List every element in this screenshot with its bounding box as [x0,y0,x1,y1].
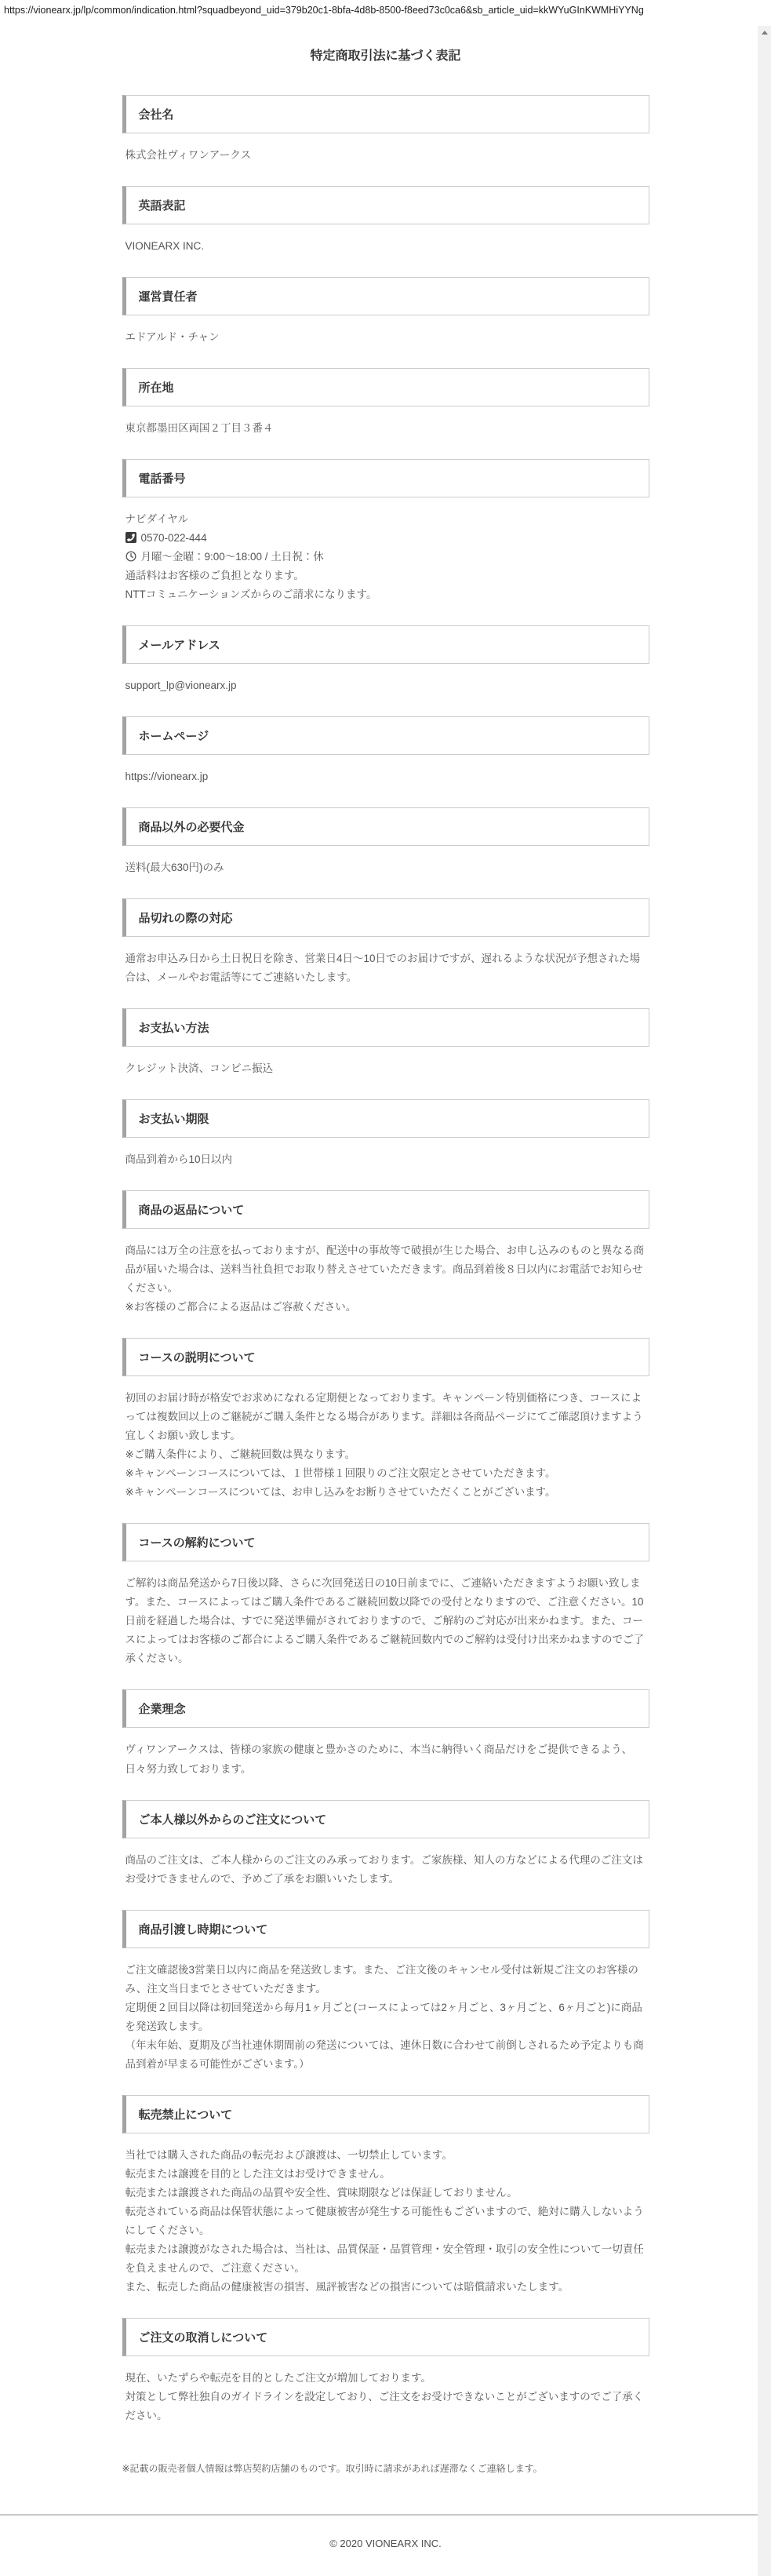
section-text-line [125,2240,646,2278]
line-text: ※ご購入条件により、ご継続回数は異なります。 [125,1448,356,1461]
section-heading-box [122,807,649,846]
section-text-line [125,548,646,567]
section-text-line [125,1464,646,1483]
section-heading: 所在地 [138,381,174,395]
section-text-line [125,237,646,256]
section-text-line [125,1574,646,1668]
line-text: （年末年始、夏期及び当社連休期間前の発送については、連休日数に合わせて前倒しされるため予定よりも商品到着が早まる可能性がございます。） [125,2039,644,2070]
section-text-line [125,1150,646,1169]
section-heading: 商品以外の必要代金 [138,821,245,835]
scroll-up-arrow[interactable] [758,26,771,39]
section-body [122,315,649,347]
section-heading-box [122,1523,649,1561]
line-text: 送料(最大630円)のみ [125,862,224,874]
section [122,1689,649,1778]
section-heading: お支払い方法 [138,1022,209,1036]
section-body [122,1138,649,1169]
section-heading: 英語表記 [138,199,186,213]
line-text: 通常お申込み日から土日祝日を除き、営業日4日～10日でのお届けですが、遅れるような状況が予想された場合は、メールやお電話等にてご連絡いたします。 [125,953,640,984]
section-heading: ご注文の取消しについて [138,2330,268,2345]
section-heading: ホームページ [138,730,209,744]
section [122,2318,649,2425]
section [122,1190,649,1317]
line-text: 0570-022-444 [140,532,207,545]
line-text: 商品のご注文は、ご本人様からのご注文のみ承っております。ご家族様、知人の方などによる代理のご注文はお受けできませんので、予めご了承をお願いいたします。 [125,1853,643,1885]
section-text-line [125,1851,646,1889]
line-text: 対策として弊社独自のガイドラインを設定しており、ご注文をお受けできないことがございますのでご了承ください。 [125,2390,644,2421]
line-text: ご注文確認後3営業日以内に商品を発送致します。また、ご注文後のキャンセル受付は新規ご注文のお客様のみ、注文当日までとさせていただきます。 [125,1963,638,1995]
scroll-up-arrow-icon [762,31,768,35]
section-body [122,1047,649,1078]
line-text: ※お客様のご都合による返品はご容赦ください。 [125,1301,357,1314]
line-text: 月曜～金曜：9:00～18:00 / 土日祝：休 [140,551,324,563]
line-text: ※キャンペーンコースについては、１世帯様１回限りのご注文限定とさせていただきます。 [125,1467,556,1480]
section-heading: ご本人様以外からのご注文について [138,1813,327,1827]
section-text-line [125,2146,646,2165]
section-text-line [125,2388,646,2425]
section-body [122,406,649,438]
section-body [122,2133,649,2297]
line-text: 転売または譲渡がなされた場合は、当社は、品質保証・品質管理・安全管理・取引の安全性について一切責任を負えませんので、ご注意ください。 [125,2243,644,2274]
section [122,1338,649,1502]
section-body [122,664,649,695]
section-text-line [125,510,646,529]
line-text: 転売または譲渡を目的とした注文はお受けできません。 [125,2167,391,2180]
section [122,277,649,347]
section-text-line [125,2165,646,2184]
section-heading-box [122,1910,649,1948]
section-text-line [125,1389,646,1445]
section [122,95,649,165]
section-body [122,497,649,604]
section-heading-box [122,1190,649,1229]
section-body [122,937,649,987]
section-text-line [125,585,646,604]
section-text-line [125,676,646,695]
section [122,2095,649,2297]
section-heading-box [122,1008,649,1047]
section [122,716,649,786]
section-body [122,1728,649,1778]
section [122,1523,649,1668]
section-text-line [125,1241,646,1298]
line-text: ナビダイヤル [125,513,189,526]
line-text: また、転売した商品の健康被害の損害、風評被害などの損害については賠償請求いたします。 [125,2280,569,2293]
line-text: NTTコミュニケーションズからのご請求になります。 [125,588,377,601]
line-text: VIONEARX INC. [125,240,205,253]
section-heading: 会社名 [138,108,174,122]
section-heading-box [122,459,649,497]
section-heading: 企業理念 [138,1703,186,1717]
sections-container [122,95,649,2425]
page-title: 特定商取引法に基づく表記 [310,49,461,63]
section-text-line [125,328,646,347]
section-text-line [125,1059,646,1078]
section [122,368,649,438]
section-heading: お支払い期限 [138,1113,209,1127]
section-text-line [125,2036,646,2074]
clock-icon [125,551,136,562]
section [122,1910,649,2074]
line-text: 当社では購入された商品の転売および譲渡は、一切禁止しています。 [125,2148,453,2161]
section-heading-box [122,277,649,315]
section-body [122,1376,649,1502]
section-heading-box [122,2318,649,2356]
section-heading: メールアドレス [138,639,220,653]
line-text: 現在、いたずらや転売を目的としたご注文が増加しております。 [125,2371,431,2384]
section [122,807,649,877]
section-heading: 商品の返品について [138,1204,245,1218]
line-text: 東京都墨田区両国２丁目３番４ [125,422,274,435]
line-text: 商品到着から10日以内 [125,1153,233,1166]
section-text-line [125,567,646,585]
line-text: 初回のお届け時が格安でお求めになれる定期便となっております。キャンペーン特別価格につき、コースによっては複数回以上のご継続がご購入条件となる場合があります。詳細は各商品ページにてご確認頂けますよう宜しくお願い致します。 [125,1392,643,1442]
section-heading: 品切れの際の対応 [138,912,233,926]
section-text-line [125,2184,646,2203]
section-text-line [125,146,646,165]
line-text: 株式会社ヴィワンアークス [125,149,252,161]
section-body [122,1561,649,1668]
section-heading-box [122,625,649,664]
section-text-line [125,858,646,877]
line-text: 定期便２回目以降は初回発送から毎月1ヶ月ごと(コースによっては2ヶ月ごと、3ヶ月ごと、6ヶ月ごと)に商品を発送致します。 [125,2001,642,2032]
section-text-line [125,1961,646,1998]
line-text: 商品には万全の注意を払っておりますが、配送中の事故等で破損が生じた場合、お申し込みのものと異なる商品が届いた場合は、送料当社負担でお取り替えさせていただきます。商品到着後８日以内にお電話でお知らせください。 [125,1244,644,1295]
section-heading: コースの解約について [138,1536,256,1550]
line-text: 転売または譲渡された商品の品質や安全性、賞味期限などは保証しておりません。 [125,2186,518,2199]
section-text-line [125,1483,646,1502]
section-heading-box [122,1099,649,1138]
section-text-line [125,1740,646,1778]
section-heading: 電話番号 [138,472,186,486]
section-heading: 運営責任者 [138,290,198,304]
section [122,898,649,987]
section-text-line [125,1998,646,2036]
section-body [122,224,649,256]
section-text-line [125,529,646,548]
section-text-line [125,2278,646,2297]
section-heading: 商品引渡し時期について [138,1922,268,1937]
section-heading-box [122,186,649,224]
section-heading-box [122,1338,649,1376]
section-heading-box [122,2095,649,2133]
section-heading-box [122,95,649,133]
line-text: 通話料はお客様のご負担となります。 [125,570,304,582]
section-text-line [125,767,646,786]
section-body [122,846,649,877]
section-body [122,133,649,165]
section [122,1008,649,1078]
section-text-line [125,949,646,987]
section-text-line [125,1298,646,1317]
seller-info-note: ※記載の販売者個人情報は弊店契約店舗のものです。取引時に請求があれば遅滞なくご連絡します。 [122,2462,543,2474]
line-text: ご解約は商品発送から7日後以降、さらに次回発送日の10日前までに、ご連絡いただきますようお願い致します。また、コースによってはご購入条件であるご継続回数以降での受付となりますので、ご注意ください。10日前を経過した場合は、すでに発送準備がされておりますので、ご解約のご対応が出来かねます。また、コースによってはお客様のご都合によるご購入条件であるご継続回数内でのご解約は受付け出来かねますのでご了承ください。 [125,1577,644,1665]
line-text: エドアルド・チャン [125,331,220,344]
section [122,459,649,604]
section-heading: 転売禁止について [138,2108,233,2122]
section-body [122,1838,649,1889]
section [122,625,649,695]
page-footer [0,2514,771,2576]
section-text-line [125,2203,646,2240]
section [122,1800,649,1889]
section-body [122,1948,649,2074]
section-text-line [125,1445,646,1464]
main-content [122,0,649,2476]
line-text: 転売されている商品は保管状態によって健康被害が発生する可能性もございますので、絶対に購入しないようにしてください。 [125,2205,644,2236]
section [122,1099,649,1169]
line-text: クレジット決済、コンビニ振込 [125,1062,274,1075]
section-heading-box [122,368,649,406]
line-text: ヴィワンアークスは、皆様の家族の健康と豊かさのために、本当に納得いく商品だけをご提供できるよう、日々努力致しております。 [125,1743,633,1775]
line-text: ※キャンペーンコースについては、お申し込みをお断りさせていただくことがございます。 [125,1486,556,1499]
copyright-text: © 2020 VIONEARX INC. [329,2538,442,2549]
section-heading-box [122,1800,649,1838]
line-text: https://vionearx.jp [125,771,209,783]
section-body [122,755,649,786]
line-text: support_lp@vionearx.jp [125,680,237,692]
page-url-text: https://vionearx.jp/lp/common/indication.html?squadbeyond_uid=379b20c1-8bfa-4d8b-8500-f8eed73c0ca6&sb_article_uid=kkWYuGInKWMHiYYNg [4,5,644,16]
section-text-line [125,2369,646,2388]
section-heading-box [122,1689,649,1728]
section [122,186,649,256]
section-heading: コースの説明について [138,1351,256,1365]
section-body [122,1229,649,1317]
section-text-line [125,419,646,438]
section-heading-box [122,716,649,755]
scrollbar[interactable] [758,26,771,2576]
section-body [122,2356,649,2425]
phone-square-icon [125,532,136,543]
section-heading-box [122,898,649,937]
